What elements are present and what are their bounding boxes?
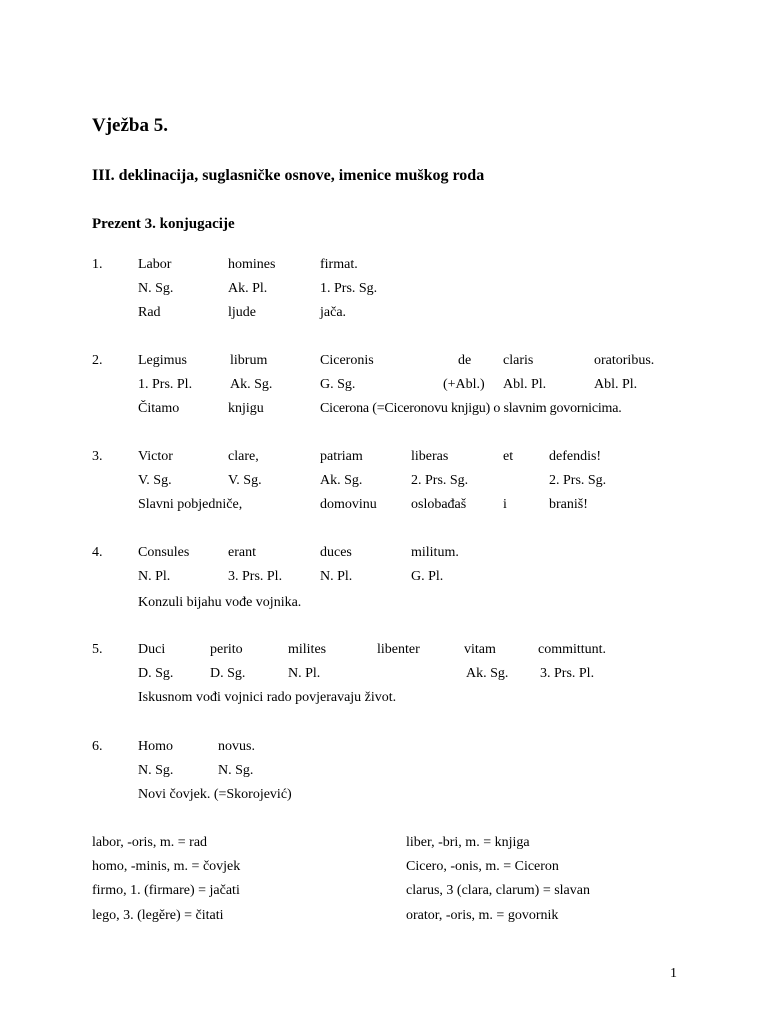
- vocabulary-entry: Cicero, -onis, m. = Ciceron: [406, 859, 559, 874]
- grammar-tag: 2. Prs. Sg.: [411, 473, 469, 488]
- grammar-tag: 1. Prs. Pl.: [138, 377, 193, 392]
- grammar-tag: 2. Prs. Sg.: [549, 473, 607, 488]
- latin-word: novus.: [218, 739, 255, 754]
- grammar-tag: N. Pl.: [320, 569, 353, 584]
- latin-word: vitam: [464, 642, 496, 657]
- translation-word: Slavni pobjedniče,: [138, 497, 243, 512]
- latin-word: perito: [210, 642, 243, 657]
- translation-word: domovinu: [320, 497, 377, 512]
- latin-word: Legimus: [138, 353, 187, 368]
- latin-word: erant: [228, 545, 256, 560]
- vocabulary-entry: orator, -oris, m. = govornik: [406, 908, 559, 923]
- grammar-tag: Abl. Pl.: [503, 377, 547, 392]
- latin-word: Labor: [138, 257, 172, 272]
- grammar-tag: 1. Prs. Sg.: [320, 281, 378, 296]
- grammar-tag: V. Sg.: [138, 473, 172, 488]
- latin-word: patriam: [320, 449, 363, 464]
- grammar-tag: N. Sg.: [218, 763, 254, 778]
- exercise-number: 4.: [92, 545, 103, 560]
- translation-word: Cicerona (=Ciceronovu knjigu) o slavnim govornicima.: [320, 401, 622, 416]
- latin-word: Ciceronis: [320, 353, 374, 368]
- latin-word: Victor: [138, 449, 173, 464]
- latin-word: firmat.: [320, 257, 358, 272]
- translation-word: knjigu: [228, 401, 264, 416]
- translation-word: i: [503, 497, 507, 512]
- grammar-tag: Ak. Sg.: [230, 377, 273, 392]
- grammar-tag: G. Pl.: [411, 569, 444, 584]
- vocabulary-entry: homo, -minis, m. = čovjek: [92, 859, 241, 874]
- latin-word: Consules: [138, 545, 190, 560]
- translation-word: ljude: [228, 305, 256, 320]
- exercise-number: 2.: [92, 353, 103, 368]
- grammar-tag: N. Sg.: [138, 281, 174, 296]
- latin-word: claris: [503, 353, 534, 368]
- grammar-tag: N. Pl.: [288, 666, 321, 681]
- latin-word: Duci: [138, 642, 166, 657]
- grammar-tag: D. Sg.: [210, 666, 246, 681]
- latin-word: liberas: [411, 449, 449, 464]
- vocabulary-entry: lego, 3. (legěre) = čitati: [92, 908, 224, 923]
- translation-sentence: Novi čovjek. (=Skorojević): [138, 787, 292, 802]
- grammar-tag: Ak. Pl.: [228, 281, 268, 296]
- grammar-tag: (+Abl.): [443, 377, 485, 392]
- latin-word: clare,: [228, 449, 259, 464]
- translation-word: jača.: [320, 305, 347, 320]
- latin-word: duces: [320, 545, 352, 560]
- grammar-tag: Abl. Pl.: [594, 377, 638, 392]
- vocabulary-entry: firmo, 1. (firmare) = jačati: [92, 883, 240, 898]
- latin-word: oratoribus.: [594, 353, 655, 368]
- latin-word: milites: [288, 642, 327, 657]
- subsection-heading: Prezent 3. konjugacije: [92, 216, 235, 232]
- vocabulary-entry: liber, -bri, m. = knjiga: [406, 835, 530, 850]
- section-heading: III. deklinacija, suglasničke osnove, imenice muškog roda: [92, 167, 485, 184]
- latin-word: militum.: [411, 545, 459, 560]
- grammar-tag: 3. Prs. Pl.: [540, 666, 595, 681]
- grammar-tag: D. Sg.: [138, 666, 174, 681]
- grammar-tag: Ak. Sg.: [320, 473, 363, 488]
- grammar-tag: Ak. Sg.: [466, 666, 509, 681]
- page-title: Vježba 5.: [92, 115, 168, 136]
- exercise-number: 6.: [92, 739, 103, 754]
- translation-word: Čitamo: [138, 401, 180, 416]
- exercise-number: 5.: [92, 642, 103, 657]
- grammar-tag: G. Sg.: [320, 377, 356, 392]
- grammar-tag: V. Sg.: [228, 473, 262, 488]
- page-number: 1: [670, 966, 677, 981]
- translation-word: braniš!: [549, 497, 588, 512]
- latin-word: librum: [230, 353, 268, 368]
- grammar-tag: N. Pl.: [138, 569, 171, 584]
- latin-word: et: [503, 449, 514, 464]
- latin-word: defendis!: [549, 449, 602, 464]
- translation-sentence: Iskusnom vođi vojnici rado povjeravaju život.: [138, 690, 397, 705]
- translation-word: Rad: [138, 305, 161, 320]
- vocabulary-entry: clarus, 3 (clara, clarum) = slavan: [406, 883, 590, 898]
- exercise-number: 3.: [92, 449, 103, 464]
- latin-word: homines: [228, 257, 276, 272]
- latin-word: committunt.: [538, 642, 607, 657]
- translation-word: oslobađaš: [411, 497, 467, 512]
- latin-word: de: [458, 353, 472, 368]
- grammar-tag: N. Sg.: [138, 763, 174, 778]
- translation-sentence: Konzuli bijahu vođe vojnika.: [138, 595, 302, 610]
- latin-word: libenter: [377, 642, 420, 657]
- exercise-number: 1.: [92, 257, 103, 272]
- latin-word: Homo: [138, 739, 173, 754]
- vocabulary-entry: labor, -oris, m. = rad: [92, 835, 208, 850]
- grammar-tag: 3. Prs. Pl.: [228, 569, 283, 584]
